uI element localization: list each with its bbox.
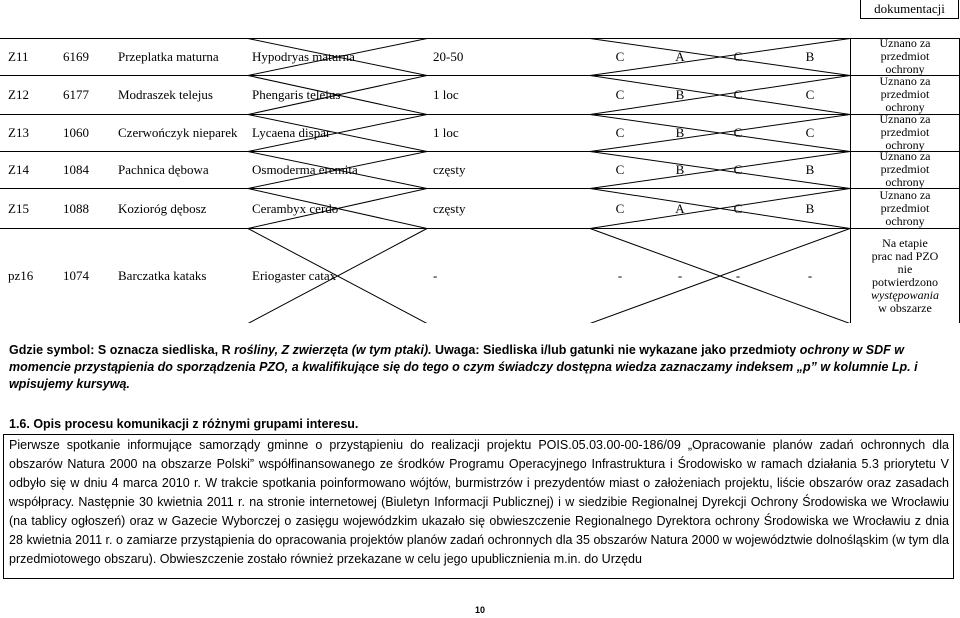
cell-latin-name: Eriogaster catax [252,268,337,283]
note-line: Uznano za [879,74,931,88]
cell-number: 6177 [63,87,89,102]
note-line: ochrony [885,138,925,152]
cell-number: 1084 [63,162,89,177]
cell-status-note [851,38,959,75]
note-line: Uznano za [879,36,931,50]
cell-rating-2: A [675,200,685,216]
note-line: przedmiot [880,162,930,176]
cell-polish-name: Barczatka kataks [118,268,207,283]
cell-rating-4: C [805,125,815,140]
cell-population: częsty [433,162,466,177]
note-line: Uznano za [879,187,931,202]
cell-code: Z13 [8,125,29,140]
cell-status-note [851,228,959,323]
cell-population: częsty [433,200,466,216]
cell-rating-1: - [617,268,623,283]
cell-code: Z15 [8,200,29,216]
note-line: występowania [871,287,939,302]
cell-rating-2: B [675,125,685,140]
cell-population: 1 loc [433,125,459,140]
cell-latin-name: Lycaena dispar [252,125,331,140]
cell-number: 6169 [63,49,89,64]
cell-polish-name: Przeplatka maturna [118,49,219,64]
cell-polish-name: Czerwończyk nieparek [118,125,238,140]
legend-part3: Uwaga: Siedliska i/lub gatunki nie wykazane jako przedmioty [431,343,800,357]
species-table [0,38,960,323]
cell-rating-3: C [733,200,743,216]
cell-rating-4: B [805,200,815,216]
cell-population: 20-50 [433,49,464,64]
note-line: nie [897,261,913,276]
page-number: 10 [474,605,485,615]
cell-rating-2: A [675,49,685,64]
note-line: ochrony [885,175,925,189]
cell-rating-4: C [805,87,815,102]
note-line: w obszarze [878,300,932,315]
note-line: ochrony [885,62,925,76]
cell-status-note [851,151,959,188]
cell-rating-3: C [733,125,743,140]
note-line: Uznano za [879,149,931,163]
note-line: ochrony [885,100,925,114]
cell-rating-3: - [735,268,741,283]
cell-code: Z12 [8,87,29,102]
cell-status-note [851,114,959,151]
cell-rating-1: C [615,200,625,216]
cell-latin-name: Osmoderma eremita [252,162,358,177]
note-line: przedmiot [880,200,930,215]
communication-paragraph: Pierwsze spotkanie informujące samorządy gminne o przystąpieniu do realizacji projektu POIS.05.03.00-00-186/09 „Opracowanie planów zadań ochronnych dla obszarów Natura 2000 na obszarze Polski” współfinansowanego ze środków Programu Operacyjnego Infrastruktura i Środowisko w ramach działania 5.3 priorytetu V odbyło się w dniu 4 marca 2010 r. W trakcie spotkania poinformowano wójtów, burmistrzów i prezydentów miast o założeniach projektu, liście obszarów oraz zasadach współpracy. Następnie 30 kwietnia 2011 r. na stronie internetowej (Biuletyn Informacji Publicznej) i w siedzibie Regionalnej Dyrekcji Ochrony Środowiska we Wrocławiu (na tablicy ogłoszeń) oraz w Gazecie Wyborczej o zasięgu wojewódzkim ukazało się obwieszczenie Regionalnego Dyrektora ochrony Środowiska we Wrocławiu z dnia 28 kwietnia 2011 r. o zamiarze przystąpienia do opracowania projektów planów zadań ochronnych dla 35 obszarów Natura 2000 w województwie dolnośląskim (w tym dla przedmiotowego obszaru). Obwieszczenie zostało również przekazane w celu jego upublicznienia m.in. do Urzędu [3,434,954,579]
note-line: prac nad PZO [871,248,939,263]
note-line: Uznano za [879,112,931,126]
cell-number: 1060 [63,125,89,140]
note-line: Na etapie [882,235,928,250]
cell-rating-3: C [733,87,743,102]
cell-rating-1: C [615,49,625,64]
note-line: przedmiot [880,87,930,101]
documentation-header-cell: dokumentacji [860,0,959,19]
cell-latin-name: Phengaris teleius [252,87,341,102]
note-line: przedmiot [880,49,930,63]
cell-rating-1: C [615,162,625,177]
note-line: przedmiot [880,125,930,139]
cell-polish-name: Pachnica dębowa [118,162,209,177]
cell-rating-1: C [615,87,625,102]
cell-rating-3: C [733,162,743,177]
cell-population: 1 loc [433,87,459,102]
cell-rating-3: C [733,49,743,64]
cell-rating-2: B [675,87,685,102]
cell-status-note [851,75,959,114]
cell-latin-name: Cerambyx cerdo [252,200,339,216]
cell-rating-4: B [805,162,815,177]
section-heading: 1.6. Opis procesu komunikacji z różnymi grupami interesu. [9,417,359,431]
note-line: potwierdzono [872,274,938,289]
cell-rating-1: C [615,125,625,140]
cell-rating-2: B [675,162,685,177]
cell-latin-name: Hypodryas maturna [252,49,355,64]
cell-code: Z14 [8,162,29,177]
cell-number: 1074 [63,268,89,283]
cell-rating-2: - [677,268,683,283]
legend-part2: rośliny, Z zwierzęta (w tym ptaki). [234,343,432,357]
cell-number: 1088 [63,200,89,216]
cell-population: - [433,268,438,283]
legend-note [9,342,949,393]
cell-polish-name: Modraszek telejus [118,87,213,102]
cell-rating-4: - [807,268,813,283]
legend-part4: ochrony w SDF w momencie przystąpienia do sporządzenia PZO, a kwalifikujące się do tego o czym świadczy dostępna wiedza zaznaczamy indeksem „p” w kolumnie Lp. i wpisujemy kursywą. [9,343,918,391]
cell-code: pz16 [8,268,34,283]
legend-part1: Gdzie symbol: S oznacza siedliska, R [9,343,235,357]
cell-code: Z11 [8,49,29,64]
cell-status-note [851,188,959,228]
cell-polish-name: Kozioróg dębosz [118,200,207,216]
note-line: ochrony [885,213,925,228]
cell-rating-4: B [805,49,815,64]
